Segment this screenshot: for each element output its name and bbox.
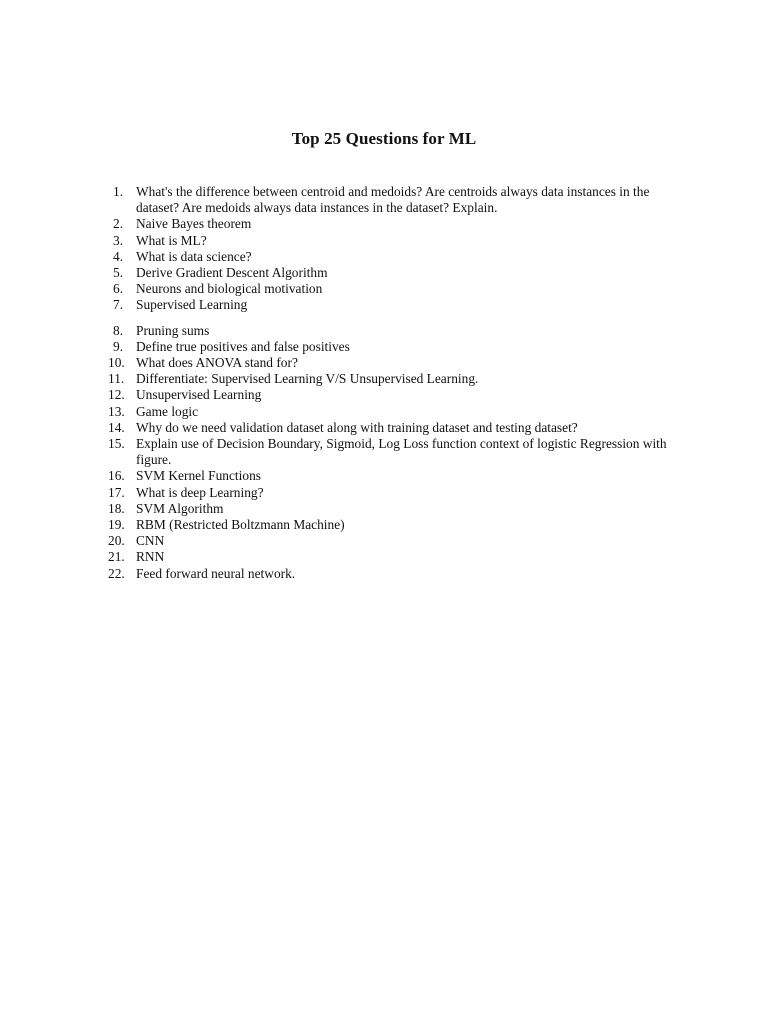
question-text: What is ML? <box>136 232 207 248</box>
question-number: 4. <box>113 248 124 264</box>
question-text: SVM Kernel Functions <box>136 468 261 484</box>
question-text: Supervised Learning <box>136 297 248 313</box>
question-list <box>108 184 688 582</box>
question-item <box>108 184 688 216</box>
question-number: 2. <box>113 216 124 232</box>
question-item <box>108 265 688 281</box>
question-number: 15. <box>108 436 125 452</box>
question-text: Explain use of Decision Boundary, Sigmoid, Log Loss function context of logistic Regression with figure. <box>136 436 667 468</box>
question-item <box>108 501 688 517</box>
question-text: Derive Gradient Descent Algorithm <box>136 265 328 281</box>
question-number: 22. <box>108 565 125 581</box>
question-number: 3. <box>113 232 124 248</box>
question-item <box>108 281 688 297</box>
question-text: Pruning sums <box>136 322 210 338</box>
question-number: 7. <box>113 297 124 313</box>
question-item <box>108 216 688 232</box>
question-item <box>108 339 688 355</box>
question-text: What does ANOVA stand for? <box>136 355 298 371</box>
question-item <box>108 297 688 313</box>
question-item <box>108 355 688 371</box>
question-item <box>108 549 688 565</box>
question-text: Unsupervised Learning <box>136 387 262 403</box>
question-number: 20. <box>108 533 125 549</box>
question-text: Define true positives and false positives <box>136 338 350 354</box>
question-number: 16. <box>108 468 125 484</box>
question-text: RNN <box>136 549 165 565</box>
question-item <box>108 371 688 387</box>
question-number: 18. <box>108 500 125 516</box>
question-item <box>108 420 688 436</box>
question-number: 10. <box>108 355 125 371</box>
question-number: 12. <box>108 387 125 403</box>
question-number: 17. <box>108 484 125 500</box>
question-number: 19. <box>108 517 125 533</box>
question-number: 9. <box>113 338 124 354</box>
question-item <box>108 387 688 403</box>
question-number: 11. <box>108 371 125 387</box>
question-item <box>108 404 688 420</box>
question-text: What's the difference between centroid and medoids? Are centroids always data instances in the dataset? Are medoids always data instances in the dataset? Explain. <box>136 184 650 216</box>
question-item <box>108 233 688 249</box>
question-item <box>108 533 688 549</box>
question-text: SVM Algorithm <box>136 500 224 516</box>
question-text: Neurons and biological motivation <box>136 281 323 297</box>
document-title: Top 25 Questions for ML <box>291 129 477 148</box>
question-number: 21. <box>108 549 125 565</box>
question-item <box>108 566 688 582</box>
question-item <box>108 436 688 468</box>
question-text: RBM (Restricted Boltzmann Machine) <box>136 517 345 533</box>
question-number: 8. <box>113 322 124 338</box>
question-text: Differentiate: Supervised Learning V/S Unsupervised Learning. <box>136 371 479 387</box>
question-item <box>108 485 688 501</box>
question-text: Game logic <box>136 403 199 419</box>
question-number: 1. <box>113 184 124 199</box>
question-item <box>108 517 688 533</box>
question-item <box>108 249 688 265</box>
question-text: Why do we need validation dataset along with training dataset and testing dataset? <box>136 419 578 435</box>
question-text: CNN <box>136 533 165 549</box>
question-text: What is data science? <box>136 248 252 264</box>
question-number: 14. <box>108 419 125 435</box>
question-text: Naive Bayes theorem <box>136 216 252 232</box>
question-number: 5. <box>113 265 124 281</box>
question-item <box>108 323 688 339</box>
question-number: 6. <box>113 281 124 297</box>
question-number: 13. <box>108 403 125 419</box>
question-text: What is deep Learning? <box>136 484 264 500</box>
question-item <box>108 468 688 484</box>
question-text: Feed forward neural network. <box>136 565 296 581</box>
